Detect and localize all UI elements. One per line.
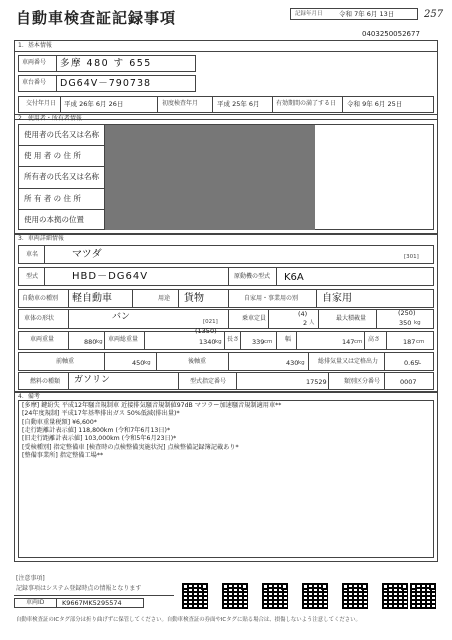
weight-value: 880 — [84, 338, 97, 346]
width-unit: cm — [354, 339, 363, 345]
rear-axle-label: 後軸重 — [188, 358, 207, 365]
handwritten-note: 257 — [424, 9, 444, 20]
class-no-value: 0007 — [400, 378, 417, 386]
height-value: 187 — [403, 338, 416, 346]
owner-row-label: 所 有 者 の 住 所 — [24, 193, 81, 203]
body-label: 車体の形状 — [24, 315, 55, 322]
remark-line: [自動車重量税額] ¥6,600* — [22, 418, 97, 426]
qr-code-5 — [342, 583, 368, 609]
gross-top: (1350) — [195, 327, 217, 335]
owner-row-label: 所有者の氏名又は名称 — [24, 172, 99, 182]
front-axle-label: 前軸重 — [56, 358, 75, 365]
height-unit: cm — [416, 339, 425, 345]
remark-line: [受検種別] 指定整備車 [検査時の点検整備実施状況] 点検整備記録簿記載あり* — [22, 443, 239, 451]
fuel-label: 燃料の種類 — [30, 378, 61, 385]
qr-code-1 — [182, 583, 208, 609]
chassis-value: DG64V－790738 — [60, 78, 152, 89]
height-label: 高さ — [368, 336, 381, 343]
rear-axle-value: 430 — [286, 359, 299, 367]
bottom-note: 自動車検査証のICタグ部分は折り曲げずに保管してください。自動車検査証の券面やICタグに貼る場合は、損傷しないよう注意してください。 — [16, 617, 361, 623]
remarks-heading: 4．備考 — [18, 393, 40, 400]
rear-axle-unit: kg — [298, 360, 305, 366]
first-reg-value: 平成 25年 6月 — [217, 100, 260, 108]
notes-heading: [注意事項] — [16, 575, 45, 582]
length-value: 339 — [252, 338, 265, 346]
owner-row-label: 使 用 者 の 住 所 — [24, 151, 81, 161]
remark-line: [整備事業所] 指定整備工場** — [22, 451, 104, 459]
document-number: 0403250052677 — [362, 30, 420, 38]
vehicle-detail-heading: 3．車両詳細情報 — [18, 235, 64, 242]
type-no-value: 17529 — [306, 378, 327, 386]
maker-value: マツダ — [72, 249, 102, 260]
width-value: 147 — [342, 338, 355, 346]
capacity-value: 2 — [303, 319, 308, 327]
model-label: 型式 — [26, 273, 39, 280]
qr-code-7 — [410, 583, 436, 609]
displacement-value: 0.65 — [404, 359, 419, 367]
gross-unit: kg — [215, 339, 222, 345]
kind-value: 軽自動車 — [72, 293, 112, 304]
fuel-value: ガソリン — [74, 375, 111, 385]
type-no-label: 型式指定番号 — [190, 378, 227, 385]
reg-number-value: 多摩 480 す 655 — [60, 58, 152, 69]
remark-line: [24年度規制] 平成17年基準排出ガス 50%低減(排出量)* — [22, 410, 180, 418]
length-unit: cm — [264, 339, 273, 345]
max-load-unit: kg — [414, 320, 421, 326]
use-label: 用途 — [158, 295, 171, 302]
capacity-top: (4) — [298, 310, 308, 318]
owner-row-divider — [18, 145, 105, 146]
issue-date-box — [290, 8, 418, 20]
expiry-label: 有効期間の満了する日 — [276, 100, 337, 107]
model-value: HBD－DG64V — [72, 271, 149, 282]
owner-info-heading: 2．使用者・所有者情報 — [18, 115, 82, 122]
issue-date-label: 記録年月日 — [295, 11, 323, 17]
vehicle-id-label: 車両ID — [26, 599, 45, 606]
displacement-unit: L — [418, 360, 422, 366]
basic-info-heading: 1．基本情報 — [18, 42, 52, 49]
qr-code-6 — [382, 583, 408, 609]
owner-row-divider — [18, 209, 105, 210]
expiry-value: 令和 9年 6月 25日 — [347, 100, 403, 108]
weight-label: 車両重量 — [30, 336, 55, 343]
remark-line: [多摩] 鍵紛失 平成12年騒音規制車 近接排気騒音規制値97dB マフラー加速騒音規制適用車** — [22, 402, 282, 409]
owner-row-label: 使用者の氏名又は名称 — [24, 130, 99, 139]
displacement-label: 総排気量又は定格出力 — [318, 358, 379, 365]
reg-date-label: 交付年月日 — [26, 100, 57, 107]
gross-label: 車両総重量 — [108, 336, 139, 343]
body-value: バン — [112, 312, 131, 322]
vehicle-id-value: K9667MK5295574 — [62, 599, 122, 607]
max-load-top: (250) — [398, 309, 416, 317]
qr-code-3 — [262, 583, 288, 609]
length-label: 長さ — [227, 336, 240, 343]
redacted-owner-info — [105, 125, 315, 230]
owner-row-divider — [18, 188, 105, 189]
chassis-label: 車台番号 — [22, 79, 47, 86]
maker-code: [301] — [404, 254, 419, 260]
issue-date-value: 令和 7年 6月 13日 — [339, 10, 395, 18]
engine-label: 原動機の型式 — [234, 273, 271, 280]
use-value: 貨物 — [184, 293, 204, 304]
max-load-value: 350 — [399, 319, 412, 327]
remark-line: [走行距離計表示値] 118,800km (令和7年6月13日)* — [22, 426, 171, 434]
document-title: 自動車検査証記録事項 — [16, 9, 177, 27]
owner-row-divider — [18, 166, 105, 167]
class-no-label: 類別区分番号 — [344, 378, 381, 385]
note-1: 記録事項はシステム登録時点の情報となります — [16, 585, 142, 592]
reg-date-value: 平成 26年 6月 26日 — [64, 100, 124, 108]
front-axle-value: 450 — [132, 359, 145, 367]
max-load-label: 最大積載量 — [336, 315, 367, 322]
width-label: 幅 — [285, 336, 292, 343]
engine-value: K6A — [284, 272, 304, 283]
front-axle-unit: kg — [144, 360, 151, 366]
private-label: 自家用・事業用の別 — [244, 295, 299, 302]
first-reg-label: 初度検査年月 — [162, 100, 199, 107]
qr-code-2 — [222, 583, 248, 609]
remark-line: [旧走行距離計表示値] 103,000km (令和5年6月23日)* — [22, 435, 177, 443]
owner-row-label: 使用の本拠の位置 — [24, 214, 84, 224]
kind-label: 自動車の種別 — [22, 295, 59, 302]
reg-number-label: 車両番号 — [22, 59, 47, 66]
maker-label: 車名 — [26, 251, 39, 258]
gross-value: 1340 — [199, 338, 216, 346]
qr-code-4 — [302, 583, 328, 609]
weight-unit: kg — [96, 339, 103, 345]
body-code: [021] — [203, 319, 218, 325]
capacity-unit: 人 — [309, 320, 315, 326]
private-value: 自家用 — [322, 293, 352, 304]
capacity-label: 乗車定員 — [242, 315, 267, 322]
